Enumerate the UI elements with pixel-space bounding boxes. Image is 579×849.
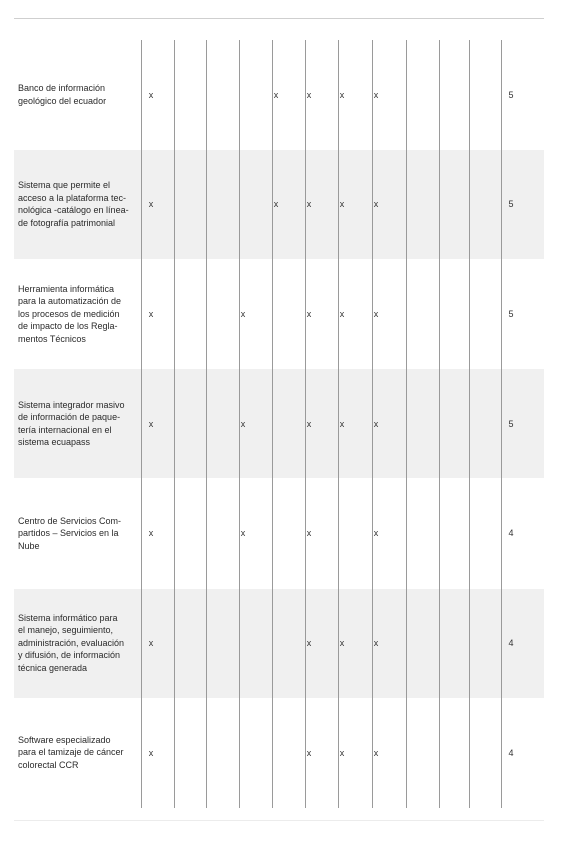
column-divider: [141, 40, 142, 808]
column-divider: [406, 40, 407, 808]
column-divider: [272, 40, 273, 808]
bottom-rule: [14, 820, 544, 821]
table-row: [14, 259, 544, 368]
column-divider: [439, 40, 440, 808]
column-divider: [206, 40, 207, 808]
row-label: Software especializado para el tamizaje de cáncer colorectal CCR: [18, 734, 124, 770]
check-mark: x: [306, 638, 312, 648]
table-row: [14, 150, 544, 259]
check-mark: x: [306, 308, 312, 319]
check-mark: x: [339, 199, 345, 210]
check-mark: x: [306, 418, 312, 429]
check-mark: x: [373, 638, 379, 648]
check-mark: x: [240, 528, 246, 539]
check-mark: x: [148, 89, 154, 100]
column-divider: [239, 40, 240, 808]
column-divider: [174, 40, 175, 808]
evaluation-table: [14, 40, 544, 808]
top-rule: [14, 18, 544, 19]
check-mark: x: [148, 747, 154, 758]
check-mark: x: [339, 638, 345, 648]
table-row: [14, 40, 544, 149]
row-score: 5: [508, 418, 514, 429]
check-mark: x: [148, 638, 154, 648]
check-mark: x: [306, 528, 312, 539]
column-divider: [469, 40, 470, 808]
check-mark: x: [273, 89, 279, 100]
row-score: 5: [508, 89, 514, 100]
table-row: [14, 369, 544, 478]
check-mark: x: [339, 747, 345, 758]
check-mark: x: [373, 747, 379, 758]
check-mark: x: [373, 89, 379, 100]
row-label: Sistema que permite el acceso a la plataforma tec- nológica -catálogo en línea- de fotografía patrimonial: [18, 180, 129, 228]
check-mark: x: [339, 418, 345, 429]
row-score: 5: [508, 308, 514, 319]
row-label: Banco de información geológico del ecuador: [18, 83, 107, 106]
check-mark: x: [373, 418, 379, 429]
column-divider: [501, 40, 502, 808]
row-score: 4: [508, 747, 514, 758]
check-mark: x: [240, 418, 246, 429]
row-label: Centro de Servicios Com- partidos – Servicios en la Nube: [18, 515, 122, 551]
check-mark: x: [306, 747, 312, 758]
table-row: [14, 698, 544, 807]
row-score: 5: [508, 199, 514, 210]
check-mark: x: [306, 89, 312, 100]
column-divider: [372, 40, 373, 808]
check-mark: x: [148, 528, 154, 539]
table-row: [14, 589, 544, 698]
check-mark: x: [373, 528, 379, 539]
row-label: Sistema integrador masivo de información de paque- tería internacional en el sistema ecuapass: [18, 399, 125, 448]
check-mark: x: [339, 308, 345, 319]
row-score: 4: [508, 528, 514, 539]
row-label: Herramienta informática para la automatización de los procesos de medición de impacto de los Regla- mentos Técnicos: [18, 283, 122, 344]
check-mark: x: [273, 199, 279, 210]
check-mark: x: [148, 199, 154, 210]
check-mark: x: [306, 199, 312, 210]
column-divider: [338, 40, 339, 808]
check-mark: x: [240, 308, 246, 319]
check-mark: x: [373, 199, 379, 210]
row-label: Sistema informático para el manejo, seguimiento, administración, evaluación y difusión, de información técnica generada: [18, 612, 125, 673]
check-mark: x: [373, 308, 379, 319]
check-mark: x: [148, 308, 154, 319]
table-row: [14, 479, 544, 588]
column-divider: [305, 40, 306, 808]
check-mark: x: [339, 89, 345, 100]
row-score: 4: [508, 638, 514, 648]
check-mark: x: [148, 418, 154, 429]
